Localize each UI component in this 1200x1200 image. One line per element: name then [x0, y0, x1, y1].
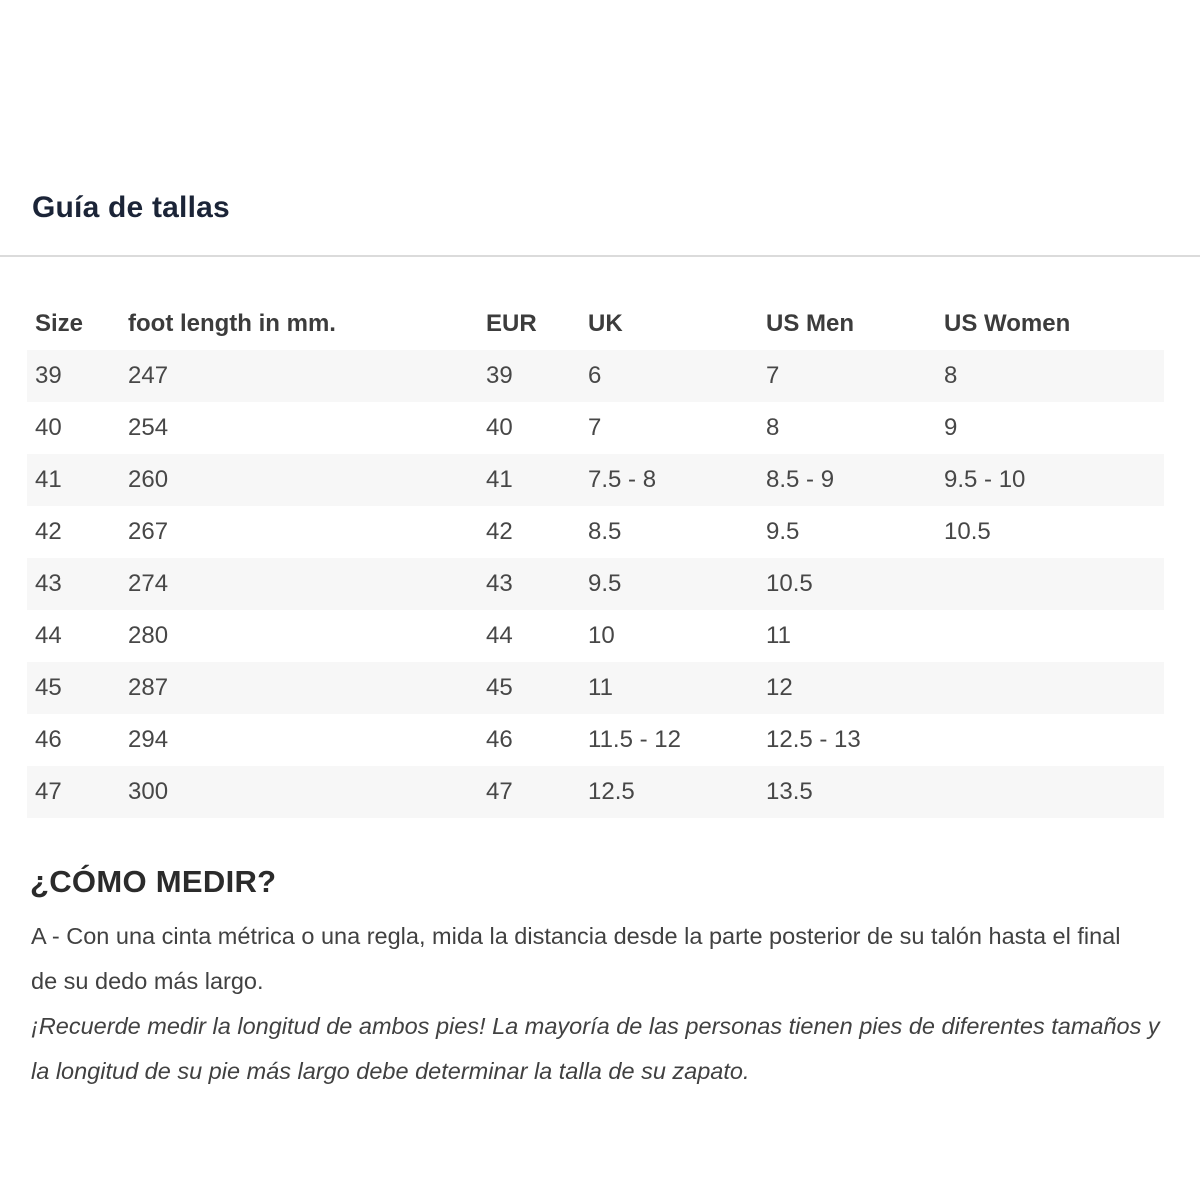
table-cell: 40: [35, 414, 62, 441]
table-cell: 13.5: [766, 778, 813, 805]
measure-instruction-text: A - Con una cinta métrica o una regla, mida la distancia desde la parte posterior de su talón hasta el final de su dedo más largo.: [31, 922, 1121, 994]
column-header-us-men: US Men: [766, 310, 855, 337]
table-cell: 6: [588, 362, 602, 389]
table-cell: 41: [486, 466, 513, 493]
table-cell: 7: [588, 414, 602, 441]
table-cell: [944, 766, 1164, 818]
table-cell: 11.5 - 12: [588, 726, 681, 753]
table-cell: 8.5: [588, 518, 622, 545]
table-row: [27, 350, 1164, 402]
table-row: [27, 454, 1164, 506]
table-cell: 254: [128, 414, 169, 441]
table-cell: 46: [486, 726, 513, 753]
table-cell: 12.5: [588, 778, 635, 805]
table-cell: 9: [944, 414, 958, 441]
table-cell: [944, 662, 1164, 714]
table-cell: 11: [588, 674, 613, 701]
table-row: [27, 766, 1164, 818]
table-cell: 46: [35, 726, 62, 753]
table-row: [27, 506, 1164, 558]
table-cell: 39: [35, 362, 62, 389]
measure-note-text: ¡Recuerde medir la longitud de ambos pies! La mayoría de las personas tienen pies de diferentes tamaños y la longitud de su pie más largo debe determinar la talla de su zapato.: [31, 1012, 1160, 1084]
table-cell: 267: [128, 518, 169, 545]
table-cell: 274: [128, 570, 169, 597]
table-cell: 44: [486, 622, 513, 649]
table-cell: 9.5: [766, 518, 800, 545]
table-cell: 42: [486, 518, 513, 545]
table-cell: 7: [766, 362, 780, 389]
table-cell: [944, 558, 1164, 610]
table-cell: 7.5 - 8: [588, 466, 657, 493]
table-cell: 8: [944, 362, 958, 389]
size-table-body: [27, 350, 1164, 818]
table-cell: 10.5: [944, 518, 991, 545]
table-cell: 287: [128, 674, 169, 701]
table-cell: 300: [128, 778, 169, 805]
table-cell: 40: [486, 414, 513, 441]
table-cell: 8: [766, 414, 780, 441]
table-cell: 45: [35, 674, 62, 701]
size-conversion-table: [27, 298, 1164, 818]
table-row: [27, 610, 1164, 662]
table-cell: 280: [128, 622, 169, 649]
column-header-uk: UK: [588, 310, 623, 337]
column-header-foot-length: foot length in mm.: [128, 310, 336, 337]
table-cell: 10: [588, 622, 615, 649]
column-header-us-women: US Women: [944, 310, 1071, 337]
table-cell: 43: [486, 570, 513, 597]
table-cell: [944, 610, 1164, 662]
table-cell: 9.5 - 10: [944, 466, 1026, 493]
table-cell: 39: [486, 362, 513, 389]
section-divider: [0, 255, 1200, 257]
table-cell: 12: [766, 674, 793, 701]
table-row: [27, 402, 1164, 454]
table-cell: 41: [35, 466, 62, 493]
table-cell: 247: [128, 362, 169, 389]
table-cell: 12.5 - 13: [766, 726, 861, 753]
table-row: [27, 714, 1164, 766]
table-cell: 11: [766, 622, 791, 649]
how-to-measure-heading: ¿CÓMO MEDIR?: [30, 864, 277, 899]
table-row: [27, 662, 1164, 714]
table-cell: 44: [35, 622, 62, 649]
table-cell: 9.5: [588, 570, 622, 597]
column-header-size: Size: [35, 310, 84, 337]
table-row: [27, 558, 1164, 610]
table-cell: 45: [486, 674, 513, 701]
table-cell: 294: [128, 726, 169, 753]
table-cell: [944, 714, 1164, 766]
table-cell: 47: [35, 778, 62, 805]
column-header-eur: EUR: [486, 310, 537, 337]
table-cell: 42: [35, 518, 62, 545]
page-title: Guía de tallas: [32, 190, 230, 224]
table-cell: 260: [128, 466, 169, 493]
table-header-row: [27, 298, 1164, 350]
table-cell: 8.5 - 9: [766, 466, 835, 493]
table-cell: 10.5: [766, 570, 813, 597]
table-cell: 47: [486, 778, 513, 805]
table-cell: 43: [35, 570, 62, 597]
